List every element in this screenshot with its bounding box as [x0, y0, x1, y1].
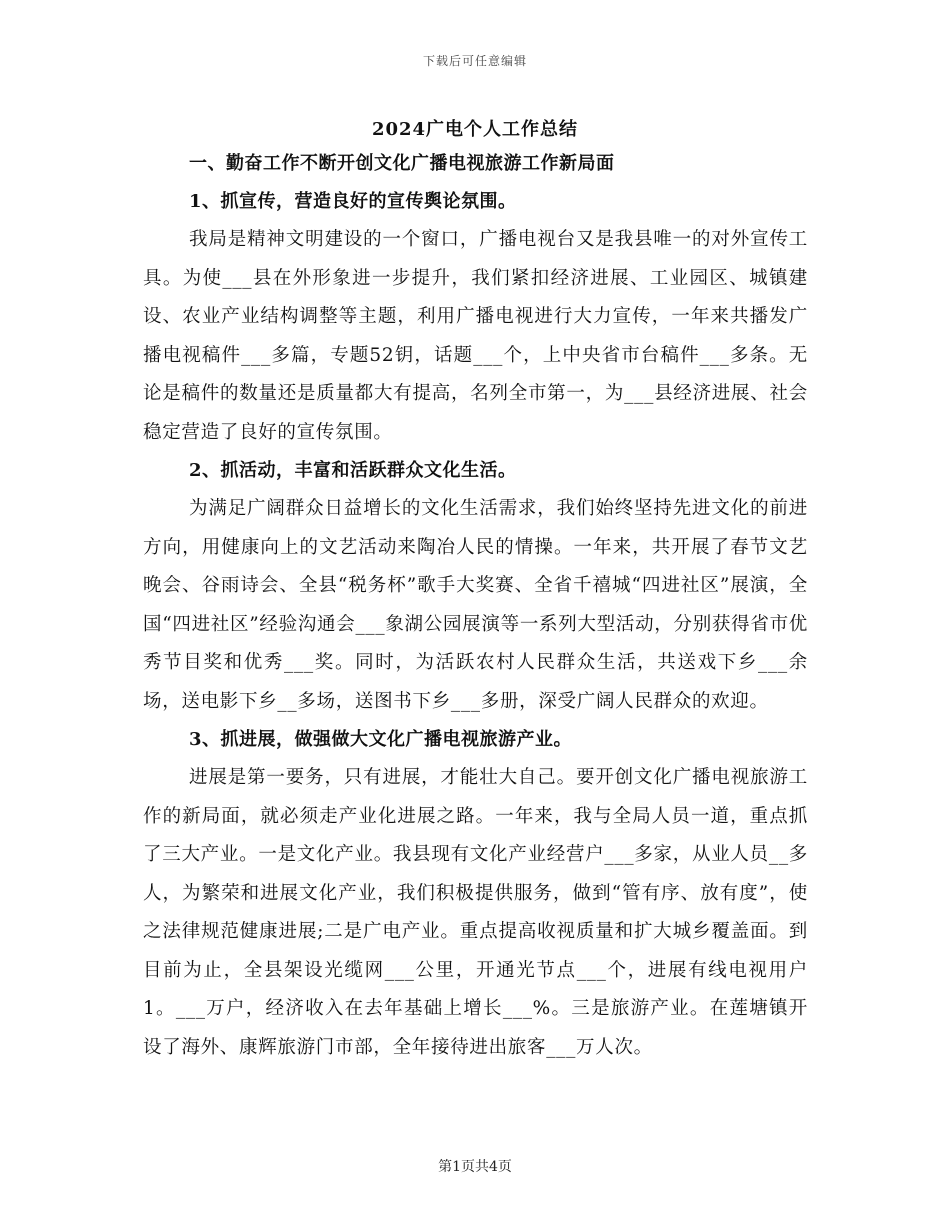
section-heading-1: 1、抓宣传，营造良好的宣传舆论氛围。 [189, 191, 517, 212]
page-footer-number: 第1页共4页 [438, 1159, 512, 1175]
section-paragraph-3: 进展是第一要务，只有进展，才能壮大自己。要开创文化广播电视旅游工作的新局面，就必须走产业化进展之路。一年来，我与全局人员一道，重点抓了三大产业。一是文化产业。我县现有文化产业经营户___多家，从业人员__多人，为繁荣和进展文化产业，我们积极提供服务，做到“管有序、放有度”，使之法律规范健康进展;二是广电产业。重点提高收视质量和扩大城乡覆盖面。到目前为止，全县架设光缆网___公里，开通光节点___个，进展有线电视用户1。___万户，经济收入在去年基础上增长___%。三是旅游产业。在莲塘镇开设了海外、康辉旅游门市部，全年接待进出旅客___万人次。 [143, 767, 808, 1058]
main-heading: 一、勤奋工作不断开创文化广播电视旅游工作新局面 [189, 153, 615, 174]
section-paragraph-2: 为满足广阔群众日益增长的文化生活需求，我们始终坚持先进文化的前进方向，用健康向上的文艺活动来陶冶人民的情操。一年来，共开展了春节文艺晚会、谷雨诗会、全县“税务杯”歌手大奖赛、全省千禧城“四进社区”展演，全国“四进社区”经验沟通会___象湖公园展演等一系列大型活动，分别获得省市优秀节目奖和优秀___奖。同时，为活跃农村人民群众生活，共送戏下乡___余场，送电影下乡__多场，送图书下乡___多册，深受广阔人民群众的欢迎。 [143, 498, 808, 712]
section-heading-3: 3、抓进展，做强做大文化广播电视旅游产业。 [189, 729, 573, 750]
page-header-note: 下载后可任意编辑 [422, 54, 527, 68]
section-heading-2: 2、抓活动，丰富和活跃群众文化生活。 [189, 460, 517, 481]
document-body [143, 145, 808, 1067]
document-title: 2024广电个人工作总结 [371, 119, 579, 140]
section-paragraph-1: 我局是精神文明建设的一个窗口，广播电视台又是我县唯一的对外宣传工具。为使___县在外形象进一步提升，我们紧扣经济进展、工业园区、城镇建设、农业产业结构调整等主题，利用广播电视进行大力宣传，一年来共播发广播电视稿件___多篇，专题52钥，话题___个，上中央省市台稿件___多条。无论是稿件的数量还是质量都大有提高，名列全市第一，为___县经济进展、社会稳定营造了良好的宣传氛围。 [143, 229, 808, 443]
